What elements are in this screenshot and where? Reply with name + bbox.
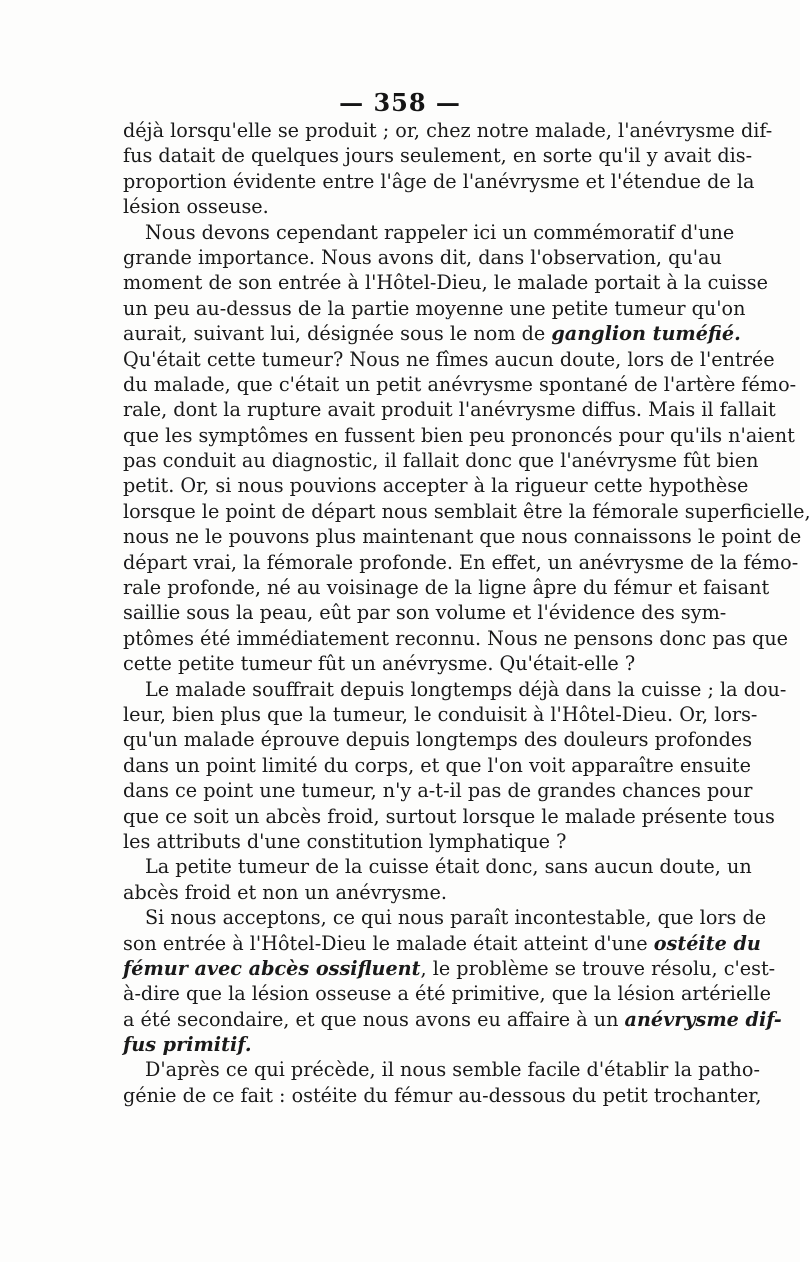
italic-text-segment: ostéite du [653,931,761,955]
text-segment: à-dire que la lésion osseuse a été primitive, que la lésion artérielle [123,982,771,1006]
text-line [123,626,789,651]
text-segment: génie de ce fait : ostéite du fémur au-dessous du petit trochanter, [123,1083,762,1107]
text-line [123,854,752,879]
text-line [123,905,767,930]
text-segment: pas conduit au diagnostic, il fallait donc que l'anévrysme fût bien [123,449,759,473]
text-line [123,245,722,270]
text-segment: aurait, suivant lui, désignée sous le nom de [123,322,552,346]
body-text [123,118,811,1108]
text-segment: Nous devons cependant rappeler ici un commémoratif d'une [145,220,735,244]
text-segment: fus datait de quelques jours seulement, en sorte qu'il y avait dis- [123,144,753,168]
text-segment: proportion évidente entre l'âge de l'anévrysme et l'étendue de la [123,169,755,193]
italic-text-segment: fus primitif. [123,1033,252,1057]
text-line [123,550,799,575]
text-line [123,600,727,625]
text-line [123,397,776,422]
text-line [123,118,773,143]
text-line [123,981,771,1006]
text-line [123,804,775,829]
text-line [123,677,787,702]
text-segment: les attributs d'une constitution lymphatique ? [123,829,567,853]
text-line [123,194,683,219]
text-segment: D'après ce qui précède, il nous semble facile d'établir la patho- [145,1058,760,1082]
text-line [123,423,795,448]
text-segment: Qu'était cette tumeur? Nous ne fîmes aucun doute, lors de l'entrée [123,347,775,371]
text-segment: lorsque le point de départ nous semblait être la fémorale superficielle, [123,499,811,523]
text-line [123,1007,782,1032]
text-line [123,321,741,346]
text-segment: nous ne le pouvons plus maintenant que nous connaissons le point de [123,525,802,549]
italic-text-segment: ganglion tuméfié. [551,322,741,346]
text-line [123,1032,683,1057]
text-segment: cette petite tumeur fût un anévrysme. Qu'était-elle ? [123,652,636,676]
text-line [123,143,753,168]
text-segment: du malade, que c'était un petit anévrysme spontané de l'artère fémo- [123,372,797,396]
text-segment: lésion osseuse. [123,195,269,219]
text-line [123,727,753,752]
italic-text-segment: anévrysme dif- [624,1007,782,1031]
text-segment: déjà lorsqu'elle se produit ; or, chez notre malade, l'anévrysme dif- [123,119,773,142]
text-segment: Si nous acceptons, ce qui nous paraît incontestable, que lors de [145,906,767,930]
text-line [123,778,753,803]
text-segment: rale, dont la rupture avait produit l'anévrysme diffus. Mais il fallait [123,398,776,422]
text-segment: La petite tumeur de la cuisse était donc, sans aucun doute, un [145,855,752,879]
text-line [123,931,761,956]
text-segment: petit. Or, si nous pouvions accepter à la rigueur cette hypothèse [123,474,749,498]
text-line [123,1083,762,1108]
text-segment: que les symptômes en fussent bien peu prononcés pour qu'ils n'aient [123,423,795,447]
text-line [123,372,797,397]
text-line [123,956,776,981]
text-line [123,220,735,245]
text-line [123,448,759,473]
text-line [123,1057,760,1082]
text-segment: Le malade souffrait depuis longtemps déjà dans la cuisse ; la dou- [145,677,787,701]
text-segment: rale profonde, né au voisinage de la ligne âpre du fémur et faisant [123,576,770,600]
text-line [123,347,775,372]
text-segment: grande importance. Nous avons dit, dans l'observation, qu'au [123,245,722,269]
text-line [123,524,802,549]
text-segment: leur, bien plus que la tumeur, le conduisit à l'Hôtel-Dieu. Or, lors- [123,702,758,726]
text-segment: son entrée à l'Hôtel-Dieu le malade était atteint d'une [123,931,654,955]
text-line [123,575,770,600]
text-line [123,651,683,676]
italic-text-segment: fémur avec abcès ossifluent [123,956,421,980]
text-line [123,296,746,321]
text-segment: moment de son entrée à l'Hôtel-Dieu, le malade portait à la cuisse [123,271,768,295]
text-line [123,702,758,727]
text-line [123,270,768,295]
text-segment: que ce soit un abcès froid, surtout lorsque le malade présente tous [123,804,775,828]
text-segment: ptômes été immédiatement reconnu. Nous ne pensons donc pas que [123,626,789,650]
text-segment: départ vrai, la fémorale profonde. En effet, un anévrysme de la fémo- [123,550,799,574]
text-segment: abcès froid et non un anévrysme. [123,880,447,904]
text-segment: saillie sous la peau, eût par son volume et l'évidence des sym- [123,601,727,625]
text-segment: qu'un malade éprouve depuis longtemps des douleurs profondes [123,728,753,752]
page-number: — 358 — [339,88,461,117]
text-line [123,473,749,498]
text-segment: un peu au-dessus de la partie moyenne une petite tumeur qu'on [123,296,746,320]
text-segment: dans un point limité du corps, et que l'on voit apparaître ensuite [123,753,751,777]
text-line [123,753,751,778]
text-line [123,880,683,905]
text-segment: dans ce point une tumeur, n'y a-t-il pas de grandes chances pour [123,779,753,803]
text-line [123,829,683,854]
text-line [123,499,811,524]
text-segment: a été secondaire, et que nous avons eu affaire à un [123,1007,625,1031]
text-line [123,169,755,194]
text-segment: , le problème se trouve résolu, c'est- [420,956,776,980]
